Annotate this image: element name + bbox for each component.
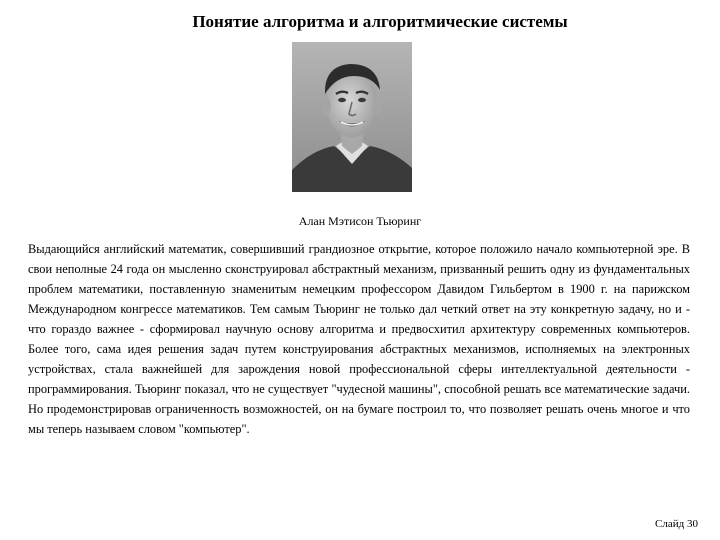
photo-caption: Алан Мэтисон Тьюринг (298, 214, 422, 228)
body-paragraph: Выдающийся английский математик, совершивший грандиозное открытие, которое положило начало компьютерной эре. В свои неполные 24 года он мысленно сконструировал абстрактный механизм, призванный решить одну из фундаментальных проблем математики, поставленную знаменитым немецким профессором Давидом Гильбертом в 1900 г. на парижском Международном конгрессе математиков. Тем самым Тьюринг не только дал четкий ответ на эту конкретную задачу, но и - что гораздо важнее - сформировал научную основу алгоритма и предвосхитил архитектуру современных компьютеров. Более того, сама идея решения задач путем конструирования абстрактных механизмов, исполняемых на электронных устройствах, стала важнейшей для зарождения новой профессиональной сферы интеллектуальной деятельности - программирования. Тьюринг показал, что не существует "чудесной машины", способной решать все математические задачи. Но продемонстрировав ограниченность возможностей, он на бумаге построил то, что позволяет решать очень многое и что мы теперь называем словом "компьютер". (28, 242, 690, 436)
slide-number: Слайд 30 (655, 518, 698, 530)
slide-title: Понятие алгоритма и алгоритмические системы (192, 12, 568, 31)
portrait-image (292, 42, 412, 192)
portrait-photo (292, 42, 412, 192)
